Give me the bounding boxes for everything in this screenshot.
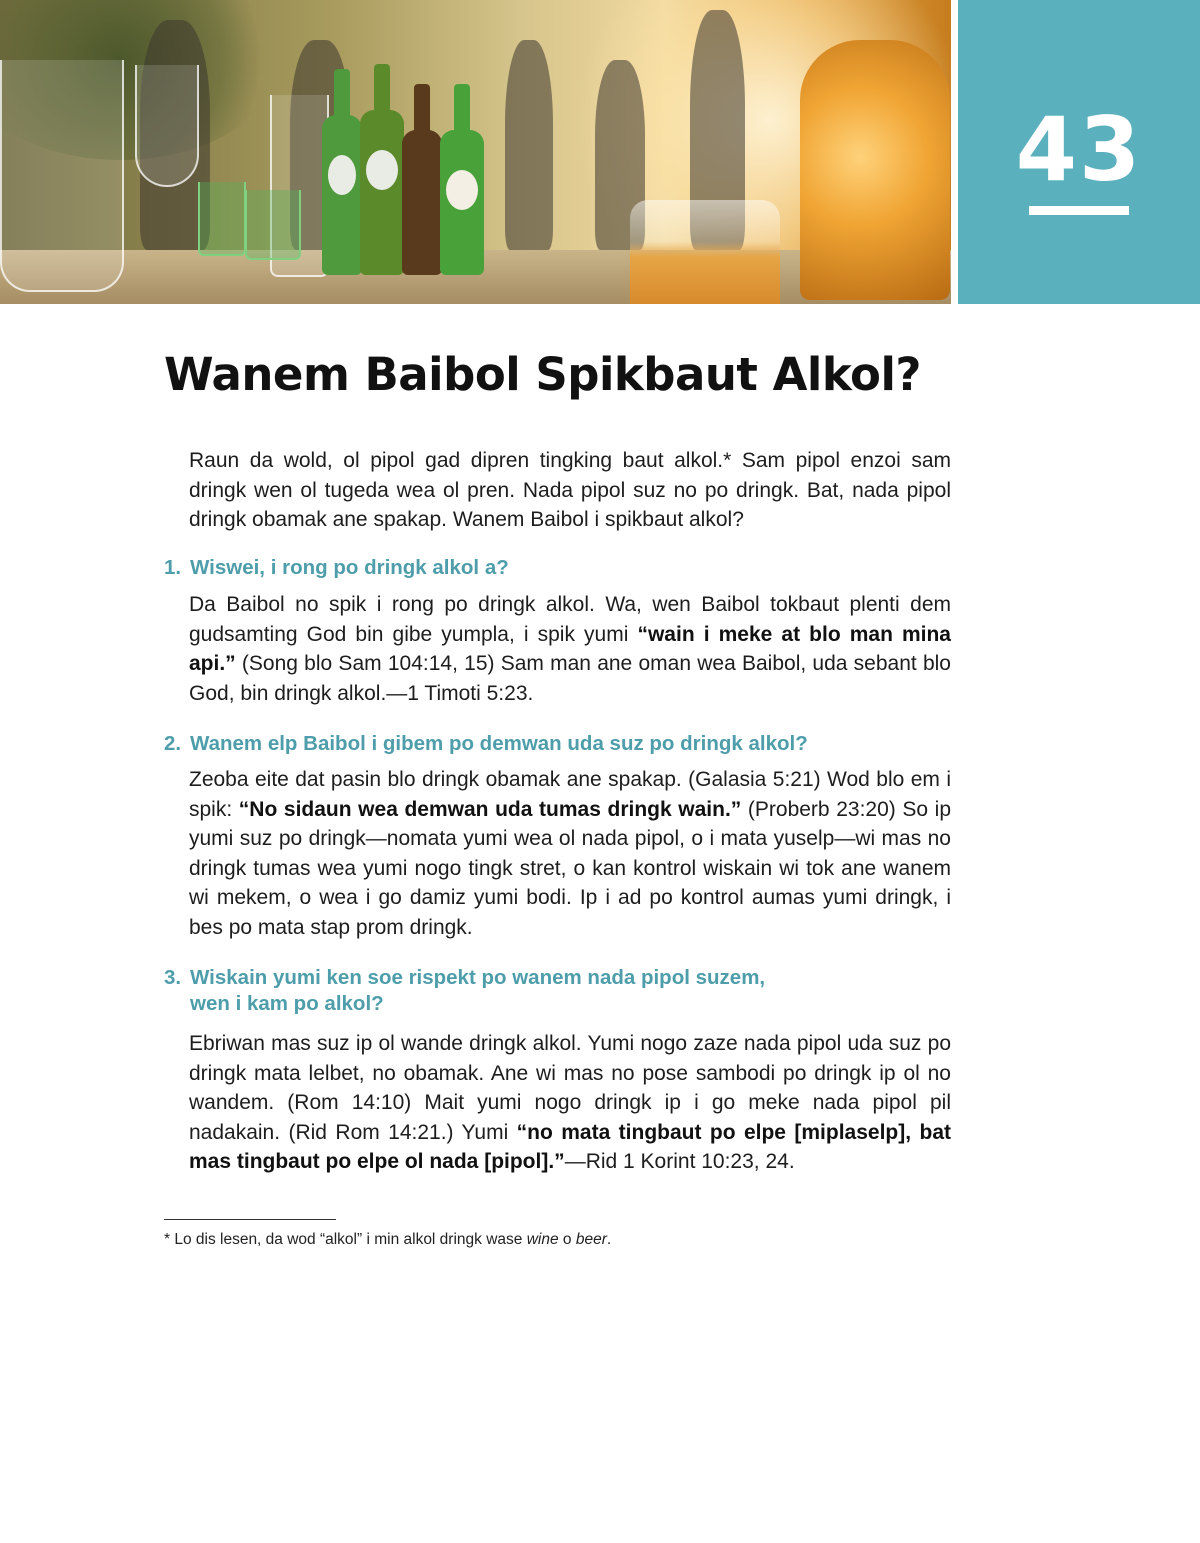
question-number: 1. xyxy=(164,556,182,579)
scripture-quote: “wain i meke at blo man mina api.” xyxy=(189,622,951,675)
footnote-text: o xyxy=(558,1231,576,1248)
lesson-number: 43 xyxy=(1015,98,1143,201)
answer-2 xyxy=(189,765,951,942)
header-photo xyxy=(0,0,951,304)
footnote-italic: beer xyxy=(575,1231,607,1248)
answer-1 xyxy=(189,590,951,708)
beer-bottle xyxy=(402,130,442,275)
lesson-number-panel xyxy=(958,0,1200,304)
answer-3 xyxy=(189,1029,951,1177)
question-1 xyxy=(164,555,864,581)
person-silhouette xyxy=(505,40,553,250)
scripture-quote: “no mata tingbaut po elpe [miplaselp], bat mas tingbaut po elpe ol nada [pipol].” xyxy=(189,1120,951,1173)
lesson-number-underline xyxy=(1029,206,1129,215)
footnote-text: * Lo dis lesen, da wod “alkol” i min alkol dringk wase xyxy=(164,1231,527,1248)
question-number: 2. xyxy=(164,732,182,755)
beer-bottle xyxy=(440,130,484,275)
footnote xyxy=(164,1231,611,1249)
intro-paragraph: Raun da wold, ol pipol gad dipren tingking baut alkol.* Sam pipol enzoi sam dringk wen ol tugeda wea ol pren. Nada pipol suz no po dringk. Bat, nada pipol dringk obamak ane spakap. Wanem Baibol i spikbaut alkol? xyxy=(189,449,951,531)
answer-text: —Rid 1 Korint 10:23, 24. xyxy=(564,1150,795,1173)
beer-bottle xyxy=(322,115,362,275)
question-text: Wanem elp Baibol i gibem po demwan uda suz po dringk alkol? xyxy=(190,732,808,755)
question-text-continued: wen i kam po alkol? xyxy=(190,992,384,1015)
green-tumbler xyxy=(245,190,301,260)
glass-pitcher xyxy=(0,60,124,292)
answer-text: (Proberb 23:20) So ip yumi suz po dringk—nomata yumi wea ol nada pipol, o i mata yuselp—wi mas no dringk tumas wea yumi nogo tingk stret, o kan kontrol wiskain wi tok ane wanem wi mekem, o wea i go damiz yumi bodi. Ip i ad po kontrol aumas yumi dringk, i bes po mata stap prom dringk. xyxy=(189,797,952,939)
footnote-divider xyxy=(164,1219,336,1220)
question-text: Wiswei, i rong po dringk alkol a? xyxy=(190,556,509,579)
beer-bottle xyxy=(360,110,404,275)
scripture-quote: “No sidaun wea demwan uda tumas dringk wain.” xyxy=(238,797,742,821)
answer-text: (Song blo Sam 104:14, 15) Sam man ane oman wea Baibol, uda sebant blo God, bin dringk alkol.—1 Timoti 5:23. xyxy=(189,652,951,705)
amber-bottle xyxy=(800,40,950,300)
page-title: Wanem Baibol Spikbaut Alkol? xyxy=(164,348,921,401)
answer-text: Zeoba eite dat pasin blo dringk obamak ane spakap. (Galasia 5:21) Wod blo em i spik: xyxy=(189,768,951,821)
question-text: Wiskain yumi ken soe rispekt po wanem nada pipol suzem, xyxy=(190,966,766,989)
footnote-text: . xyxy=(606,1231,612,1248)
wine-glass xyxy=(135,65,199,187)
footnote-italic: wine xyxy=(526,1231,559,1248)
beer-glass xyxy=(630,200,780,304)
green-tumbler xyxy=(198,182,246,256)
answer-text: Da Baibol no spik i rong po dringk alkol. Wa, wen Baibol tokbaut plenti dem gudsamting God bin gibe yumpla, i spik yumi xyxy=(189,593,951,646)
question-2 xyxy=(164,731,924,757)
answer-text: Ebriwan mas suz ip ol wande dringk alkol. Yumi nogo zaze nada pipol uda suz po dringk mata lelbet, no obamak. Ane wi mas no pose sambodi po dringk ip ol no wandem. (Rom 14:10) Mait yumi nogo dringk ip i go meke nada pipol pil nadakain. (Rid Rom 14:21.) Yumi xyxy=(189,1032,951,1144)
question-3 xyxy=(164,965,924,1017)
question-number: 3. xyxy=(164,966,182,989)
